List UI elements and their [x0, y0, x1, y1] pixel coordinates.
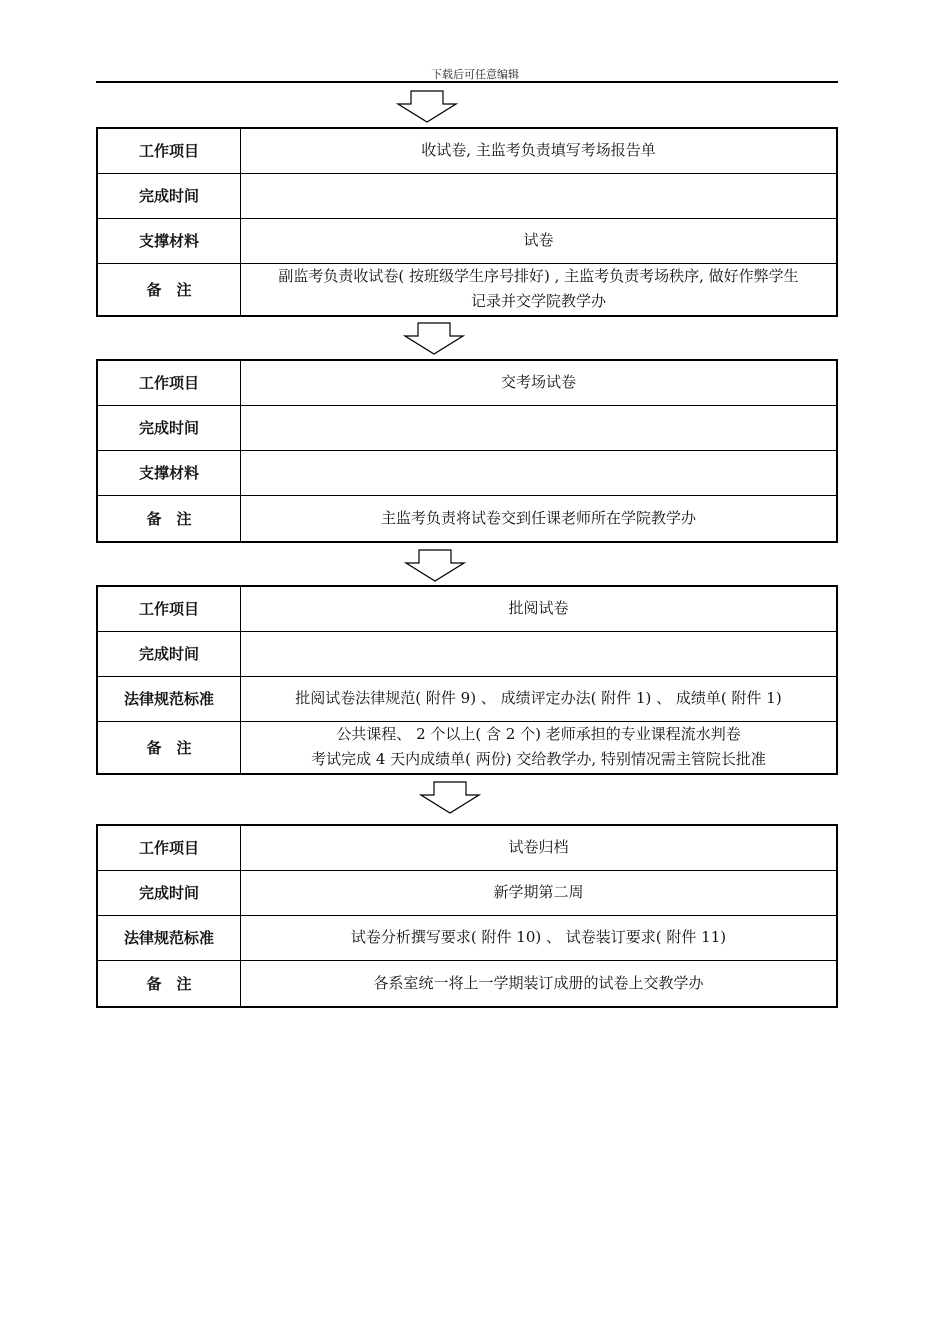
- table-row: [97, 218, 837, 263]
- workflow-table-collect-papers: [96, 127, 838, 317]
- row-label-materials: 支撑材料: [97, 450, 241, 495]
- table-row: [97, 128, 837, 173]
- row-value-remarks: 各系室统一将上一学期装订成册的试卷上交教学办: [241, 960, 838, 1007]
- row-label-remarks: 备 注: [97, 263, 241, 316]
- row-value-work-item: 批阅试卷: [241, 586, 838, 631]
- table-row: [97, 915, 837, 960]
- row-label-work-item: 工作项目: [97, 825, 241, 870]
- table-row: [97, 721, 837, 774]
- header-rule: [96, 81, 838, 83]
- row-label-standards: 法律规范标准: [97, 676, 241, 721]
- row-label-remarks: 备 注: [97, 960, 241, 1007]
- row-label-remarks: 备 注: [97, 495, 241, 542]
- remarks-line: 公共课程、 2 个以上( 含 2 个) 老师承担的专业课程流水判卷: [336, 725, 741, 744]
- row-value-work-item: 收试卷, 主监考负责填写考场报告单: [241, 128, 838, 173]
- row-value-completion-time: [241, 631, 838, 676]
- row-value-completion-time: [241, 173, 838, 218]
- workflow-table-archive-papers: [96, 824, 838, 1008]
- row-value-remarks: [241, 263, 838, 316]
- row-value-remarks: [241, 721, 838, 774]
- remarks-line: 记录并交学院教学办: [470, 292, 606, 311]
- row-label-completion-time: 完成时间: [97, 631, 241, 676]
- table-row: [97, 263, 837, 316]
- row-label-work-item: 工作项目: [97, 360, 241, 405]
- row-label-standards: 法律规范标准: [97, 915, 241, 960]
- row-label-work-item: 工作项目: [97, 128, 241, 173]
- row-label-completion-time: 完成时间: [97, 870, 241, 915]
- workflow-table-submit-papers: [96, 359, 838, 543]
- table-row: [97, 825, 837, 870]
- table-row: [97, 631, 837, 676]
- row-value-work-item: 交考场试卷: [241, 360, 838, 405]
- table-row: [97, 960, 837, 1007]
- down-arrow-icon: [404, 549, 466, 583]
- row-value-standards: 试卷分析撰写要求( 附件 10) 、 试卷装订要求( 附件 11): [241, 915, 838, 960]
- row-value-standards: 批阅试卷法律规范( 附件 9) 、 成绩评定办法( 附件 1) 、 成绩单( 附件 1): [241, 676, 838, 721]
- row-value-completion-time: 新学期第二周: [241, 870, 838, 915]
- down-arrow-icon: [396, 90, 458, 124]
- row-value-remarks: 主监考负责将试卷交到任课老师所在学院教学办: [241, 495, 838, 542]
- row-label-remarks: 备 注: [97, 721, 241, 774]
- down-arrow-icon: [419, 781, 481, 815]
- row-value-materials: [241, 450, 838, 495]
- table-row: [97, 676, 837, 721]
- table-row: [97, 495, 837, 542]
- table-row: [97, 870, 837, 915]
- row-label-completion-time: 完成时间: [97, 173, 241, 218]
- table-row: [97, 360, 837, 405]
- workflow-table-grade-papers: [96, 585, 838, 775]
- row-label-completion-time: 完成时间: [97, 405, 241, 450]
- table-row: [97, 586, 837, 631]
- table-row: [97, 405, 837, 450]
- row-value-materials: 试卷: [241, 218, 838, 263]
- row-label-work-item: 工作项目: [97, 586, 241, 631]
- down-arrow-icon: [403, 322, 465, 356]
- remarks-line: 考试完成 4 天内成绩单( 两份) 交给教学办, 特别情况需主管院长批准: [311, 750, 766, 769]
- row-label-materials: 支撑材料: [97, 218, 241, 263]
- remarks-line: 副监考负责收试卷( 按班级学生序号排好) , 主监考负责考场秩序, 做好作弊学生: [278, 267, 799, 286]
- row-value-completion-time: [241, 405, 838, 450]
- row-value-work-item: 试卷归档: [241, 825, 838, 870]
- table-row: [97, 450, 837, 495]
- table-row: [97, 173, 837, 218]
- page-header-text: 下载后可任意编辑: [431, 68, 519, 81]
